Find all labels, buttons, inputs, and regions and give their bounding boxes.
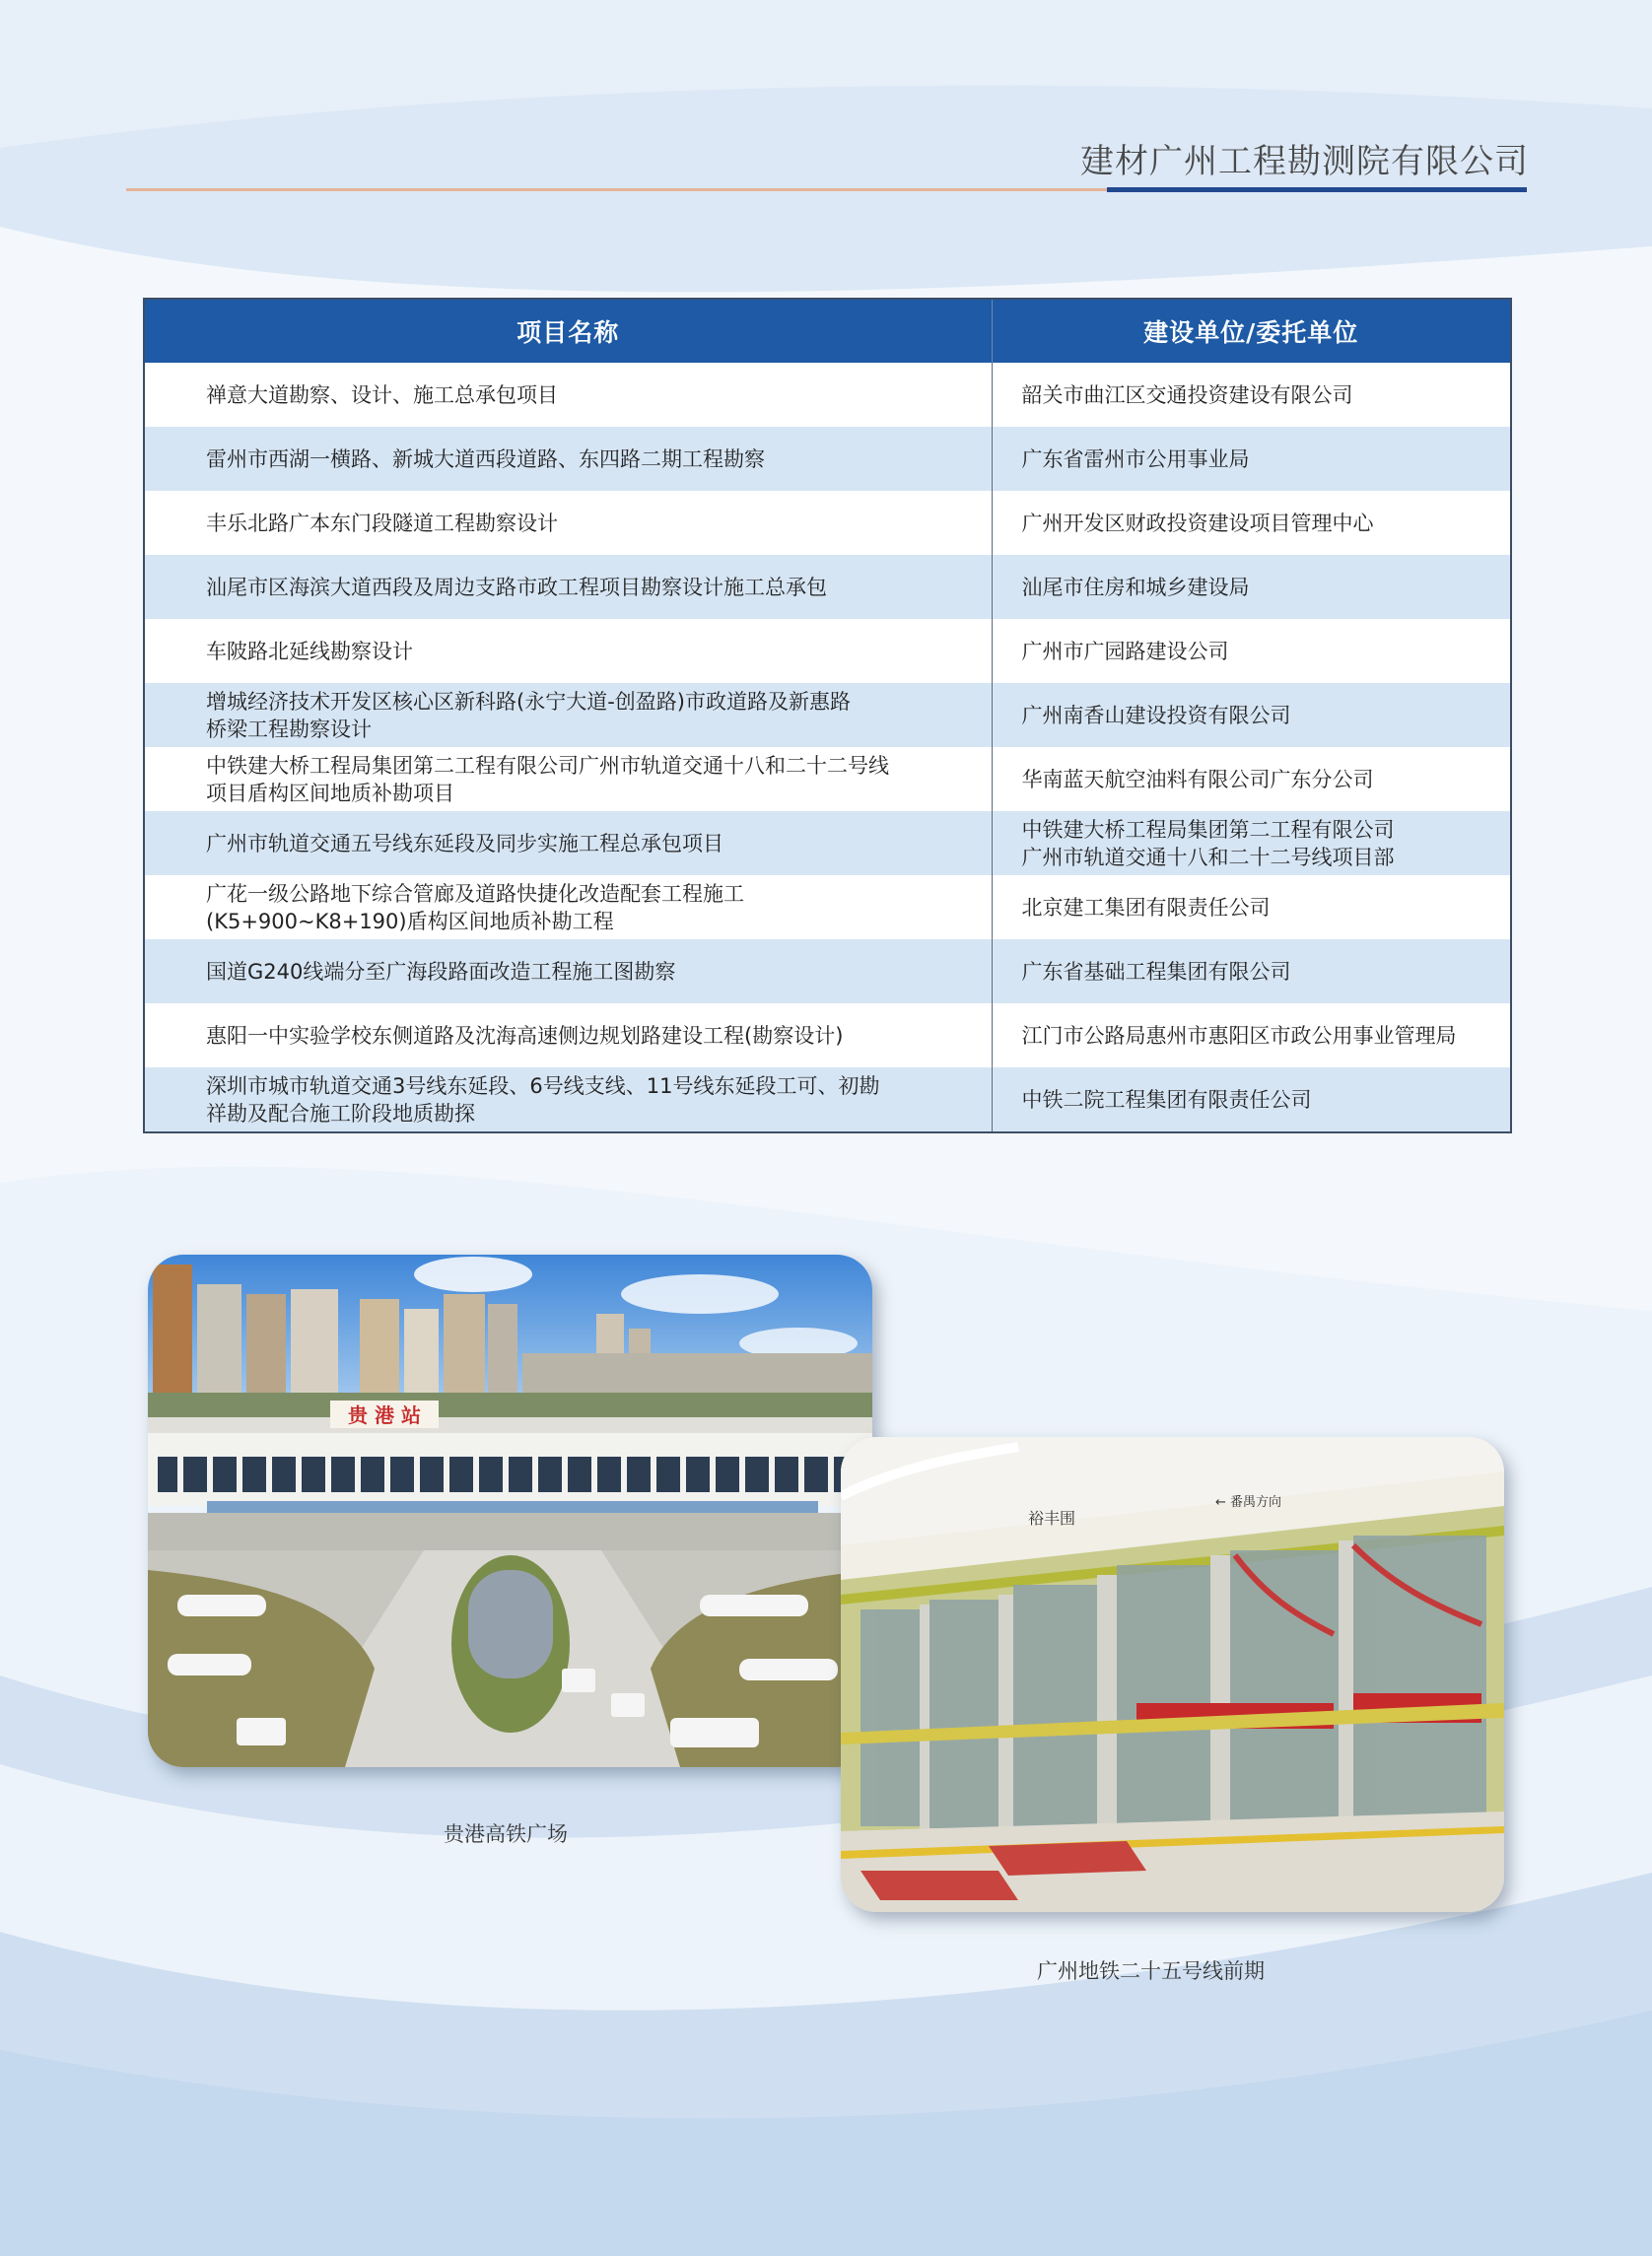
photo-metro-platform xyxy=(841,1437,1504,1912)
table-row xyxy=(144,875,1511,939)
project-name: 惠阳一中实验学校东侧道路及沈海高速侧边规划路建设工程(勘察设计) xyxy=(206,1023,844,1048)
project-name-line: 增城经济技术开发区核心区新科路(永宁大道-创盈路)市政道路及新惠路 xyxy=(206,689,851,714)
client-name: 汕尾市住房和城乡建设局 xyxy=(1021,575,1250,599)
client-name: 广州市广园路建设公司 xyxy=(1021,639,1229,663)
project-table xyxy=(143,298,1512,1133)
table-row xyxy=(144,747,1511,811)
client-name: 广州开发区财政投资建设项目管理中心 xyxy=(1021,511,1374,535)
client-name: 华南蓝天航空油料有限公司广东分公司 xyxy=(1021,767,1374,791)
header-rule-navy xyxy=(1107,187,1527,192)
table-row xyxy=(144,555,1511,619)
station-sign: 贵 港 站 xyxy=(348,1403,421,1427)
project-name-line: 项目盾构区间地质补勘项目 xyxy=(206,781,454,805)
project-name-line: 中铁建大桥工程局集团第二工程有限公司广州市轨道交通十八和二十二号线 xyxy=(206,753,889,778)
table-row xyxy=(144,939,1511,1003)
photo-guigang-station xyxy=(148,1255,872,1767)
project-name-line: 广花一级公路地下综合管廊及道路快捷化改造配套工程施工 xyxy=(206,881,744,906)
photo-caption-guigang: 贵港高铁广场 xyxy=(444,1822,568,1846)
project-name: 雷州市西湖一横路、新城大道西段道路、东四路二期工程勘察 xyxy=(206,446,765,471)
client-name: 北京建工集团有限责任公司 xyxy=(1021,895,1271,920)
project-name-line: 深圳市城市轨道交通3号线东延段、6号线支线、11号线东延段工可、初勘 xyxy=(206,1073,880,1098)
direction-sign: ← 番禺方向 xyxy=(1215,1495,1282,1510)
project-name-line: 桥梁工程勘察设计 xyxy=(206,717,372,741)
header-rule-orange xyxy=(126,188,1107,191)
project-name: 汕尾市区海滨大道西段及周边支路市政工程项目勘察设计施工总承包 xyxy=(206,575,827,599)
project-name: 广州市轨道交通五号线东延段及同步实施工程总承包项目 xyxy=(206,831,723,855)
company-name: 建材广州工程勘测院有限公司 xyxy=(1080,142,1529,181)
station-name-sign: 裕丰围 xyxy=(1028,1509,1076,1528)
project-name: 禅意大道勘察、设计、施工总承包项目 xyxy=(206,382,558,407)
client-name: 广东省基础工程集团有限公司 xyxy=(1021,959,1291,984)
table-row xyxy=(144,683,1511,747)
client-name-line: 中铁建大桥工程局集团第二工程有限公司 xyxy=(1021,817,1395,842)
table-row xyxy=(144,491,1511,555)
table-row xyxy=(144,1003,1511,1067)
client-name: 韶关市曲江区交通投资建设有限公司 xyxy=(1021,382,1353,407)
project-name-line: (K5+900~K8+190)盾构区间地质补勘工程 xyxy=(206,909,614,933)
project-name-line: 祥勘及配合施工阶段地质勘探 xyxy=(206,1101,475,1126)
project-name: 国道G240线端分至广海段路面改造工程施工图勘察 xyxy=(206,959,676,984)
project-name: 车陂路北延线勘察设计 xyxy=(206,639,413,663)
table-row xyxy=(144,1067,1511,1132)
client-name: 中铁二院工程集团有限责任公司 xyxy=(1021,1087,1312,1112)
column-header-client: 建设单位/委托单位 xyxy=(992,299,1511,363)
client-name: 广东省雷州市公用事业局 xyxy=(1021,446,1250,471)
table-row xyxy=(144,619,1511,683)
column-header-project-name: 项目名称 xyxy=(144,299,992,363)
table-row xyxy=(144,363,1511,427)
client-name-line: 广州市轨道交通十八和二十二号线项目部 xyxy=(1021,845,1395,869)
project-name: 丰乐北路广本东门段隧道工程勘察设计 xyxy=(206,511,558,535)
client-name: 江门市公路局惠州市惠阳区市政公用事业管理局 xyxy=(1021,1023,1457,1048)
table-row xyxy=(144,811,1511,875)
photo-caption-metro: 广州地铁二十五号线前期 xyxy=(1037,1959,1265,1983)
client-name: 广州南香山建设投资有限公司 xyxy=(1021,703,1291,727)
table-row xyxy=(144,427,1511,491)
